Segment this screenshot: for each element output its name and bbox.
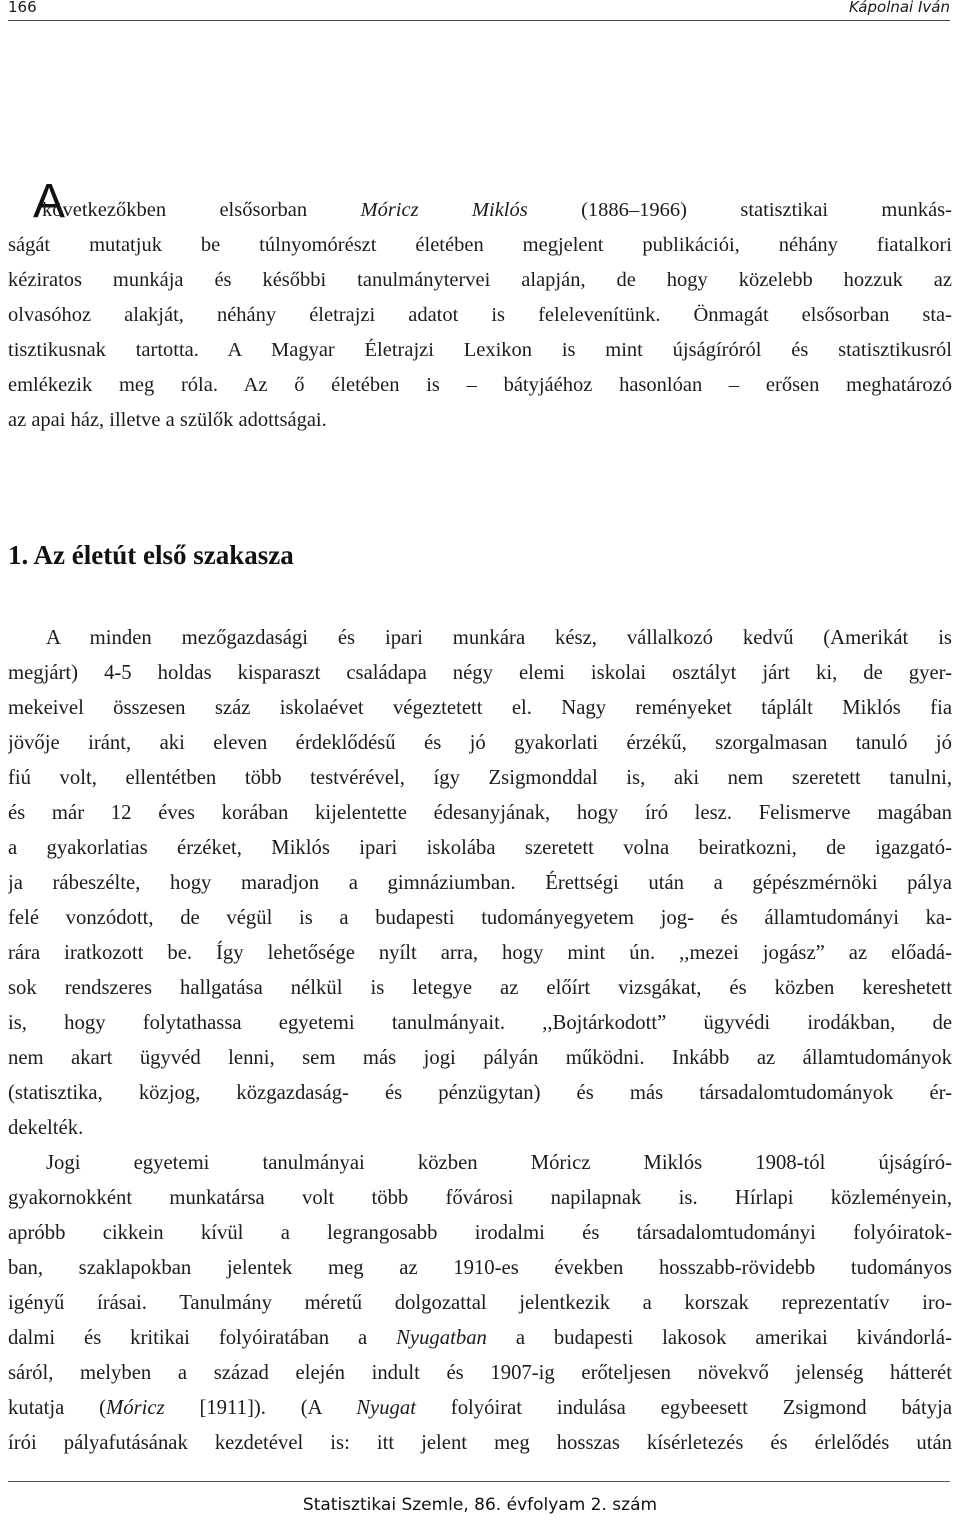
text-line: felé vonzódott, de végül is a budapesti tudományegyetem jog- és államtudományi ka-	[8, 907, 952, 929]
intro-paragraph	[8, 193, 952, 438]
text-line: jövője iránt, aki eleven érdeklődésű és jó gyakorlati érzékű, szorgalmasan tanuló jó	[8, 732, 952, 754]
text-line: apróbb cikkein kívül a legrangosabb irodalmi és társadalomtudományi folyóiratok-	[8, 1222, 952, 1244]
text-line: ságát mutatjuk be túlnyomórészt életében megjelent publikációi, néhány fiatalkori	[8, 234, 952, 256]
text-line: ja rábeszélte, hogy maradjon a gimnáziumban. Érettségi után a gépészmérnöki pálya	[8, 872, 952, 894]
text-line: gyakornokként munkatársa volt több fővárosi napilapnak is. Hírlapi közleményein,	[8, 1187, 952, 1209]
text-line: ban, szaklapokban jelentek meg az 1910-es években hosszabb-rövidebb tudományos	[8, 1257, 952, 1279]
text-line: rára iratkozott be. Így lehetősége nyílt arra, hogy mint ún. ,,mezei jogász” az előadá-	[8, 942, 952, 964]
text-line: (statisztika, közjog, közgazdaság- és pénzügytan) és más társadalomtudományok ér-	[8, 1082, 952, 1104]
text-line: nem akart ügyvéd lenni, sem más jogi pályán működni. Inkább az államtudományok	[8, 1047, 952, 1069]
italic-term: Nyugatban	[396, 1327, 487, 1349]
text-line: fiú volt, ellentétben több testvérével, így Zsigmonddal is, aki nem szeretett tanulni,	[8, 767, 952, 789]
text-line: dekelték.	[8, 1117, 84, 1139]
text-line: a gyakorlatias érzéket, Miklós ipari iskolába szeretett volna beiratkozni, de igazgató-	[8, 837, 952, 859]
running-head-author: Kápolnai Iván	[849, 0, 950, 16]
text-line: igényű írásai. Tanulmány méretű dolgozattal jelentkezik a korszak reprezentatív iro-	[8, 1292, 952, 1314]
text-line: emlékezik meg róla. Az ő életében is – bátyjáéhoz hasonlóan – erősen meghatározó	[8, 374, 952, 396]
text-line: sáról, melyben a század elején indult és 1907-ig erőteljesen növekvő jelenség hátterét	[8, 1362, 952, 1384]
running-head	[8, 0, 950, 21]
text-line: Jogi egyetemi tanulmányai közben Móricz Miklós 1908-tól újságíró-	[46, 1152, 952, 1174]
text-line: írói pályafutásának kezdetével is: itt jelent meg hosszas kísérletezés és érlelődés után	[8, 1432, 952, 1454]
footer-rule	[8, 1481, 950, 1482]
text-line: olvasóhoz alakját, néhány életrajzi adatot is felelevenítünk. Önmagát elsősorban sta-	[8, 304, 952, 326]
text-line: A minden mezőgazdasági és ipari munkára kész, vállalkozó kedvű (Amerikát is	[46, 627, 952, 649]
page-number: 166	[8, 0, 37, 16]
section-body	[8, 621, 952, 1461]
text-line: dalmi és kritikai folyóiratában a Nyugatban a budapesti lakosok amerikai kivándorlá-	[8, 1327, 952, 1349]
text-line: is, hogy folytathassa egyetemi tanulmányait. ,,Bojtárkodott” ügyvédi irodákban, de	[8, 1012, 952, 1034]
text-line: kutatja (Móricz [1911]). (A Nyugat folyóirat indulása egybeesett Zsigmond bátyja	[8, 1397, 952, 1419]
italic-term: Móricz	[106, 1397, 165, 1419]
text-line: mekeivel összesen száz iskolaévet végeztetett el. Nagy reményeket táplált Miklós fia	[8, 697, 952, 719]
text-line: következőkben elsősorban Móricz Miklós (1886–1966) statisztikai munkás-	[42, 199, 952, 221]
drop-cap: A	[33, 175, 66, 228]
text-line: megjárt) 4-5 holdas kisparaszt családapa négy elemi iskolai osztályt járt ki, de gyer-	[8, 662, 952, 684]
italic-term: Nyugat	[356, 1397, 416, 1419]
italic-term: Móricz Miklós	[360, 199, 528, 221]
text-line: és már 12 éves korában kijelentette édesanyjának, hogy író lesz. Felismerve magában	[8, 802, 952, 824]
text-line: sok rendszeres hallgatása nélkül is letegye az előírt vizsgákat, és közben kereshetett	[8, 977, 952, 999]
journal-footer: Statisztikai Szemle, 86. évfolyam 2. szám	[302, 1495, 658, 1515]
section-heading: 1. Az életút első szakasza	[8, 540, 294, 570]
text-line: az apai ház, illetve a szülők adottságai.	[8, 409, 327, 431]
text-line: tisztikusnak tartotta. A Magyar Életrajzi Lexikon is mint újságíróról és statisztikusról	[8, 339, 952, 361]
text-line: kéziratos munkája és későbbi tanulmánytervei alapján, de hogy közelebb hozzuk az	[8, 269, 952, 291]
